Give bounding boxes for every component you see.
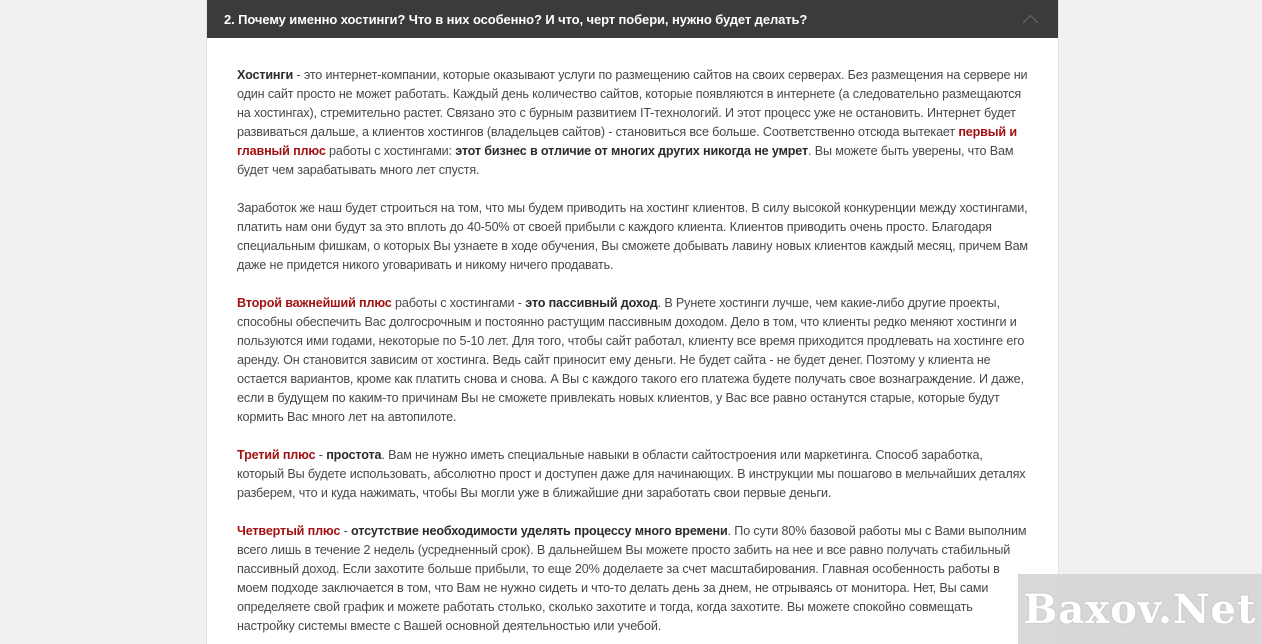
text-span: - это интернет-компании, которые оказывают услуги по размещению сайтов на своих серверах. Без размещения на сервере ни один сайт просто не может работать. Каждый день количество сайтов, которые появляются в интернете (а следовательно размещаются на хостингах), стремительно растет. Связано это с бурным развитием IT-технологий. И этот процесс уже не остановить. Интернет будет развиваться дальше, а клиентов хостингов (владельцев сайтов) - становиться все больше. Соответственно отсюда вытекает (237, 68, 1028, 139)
highlight-text: Второй важнейший плюс (237, 296, 392, 310)
text-span: - (340, 524, 351, 538)
bold-text: это пассивный доход (525, 296, 658, 310)
paragraph (237, 66, 1028, 180)
chevron-up-icon[interactable] (1023, 14, 1039, 30)
bold-text: отсутствие необходимости уделять процессу много времени (350, 524, 728, 538)
text-span: работы с хостингами - (391, 296, 526, 310)
content-panel (206, 0, 1059, 644)
text-span: работы с хостингами: (325, 144, 456, 158)
text-span: Заработок же наш будет строиться на том, что мы будем приводить на хостинг клиентов. В силу высокой конкуренции между хостингами, платить нам они будут за это вплоть до 40-50% от своей прибыли с каждого клиента. Клиентов приводить очень просто. Благодаря специальным фишкам, о которых Вы узнаете в ходе обучения, Вы сможете добывать лавину новых клиентов каждый месяц, причем Вам даже не придется никого уговаривать и никому ничего продавать. (237, 201, 1028, 272)
bold-text: простота (326, 448, 382, 462)
watermark-text: Baxov.Net (1023, 585, 1257, 633)
paragraph (237, 199, 1028, 275)
paragraph (237, 294, 1028, 427)
text-span: . В Рунете хостинги лучше, чем какие-либо другие проекты, способны обеспечить Вас долгосрочным и постоянно растущим пассивным доходом. Дело в том, что клиенты редко меняют хостинги и пользуются ими годами, некоторые по 5-10 лет. Для того, чтобы сайт работал, клиенту все время приходится продлевать на хостинге его аренду. Он становится зависим от хостинга. Ведь сайт приносит ему деньги. Не будет сайта - не будет денег. Поэтому у клиента не остается вариантов, кроме как платить снова и снова. А Вы с каждого такого его платежа будете получать свое вознаграждение. И даже, если в будущем по каким-то причинам Вы не сможете привлекать новых клиентов, у Вас все равно останутся старые, которые будут кормить Вас много лет на автопилоте. (237, 296, 1025, 424)
highlight-text: Третий плюс (237, 448, 316, 462)
text-span: . По сути 80% базовой работы мы с Вами выполним всего лишь в течение 2 недель (усредненный срок). В дальнейшем Вы можете просто забить на нее и все равно получать стабильный пассивный доход. Если захотите больше прибыли, то еще 20% доделаете за счет масштабирования. Главная особенность работы в моем подходе заключается в том, что Вам не нужно сидеть и что-то делать день за днем, не отрываясь от монитора. Нет, Вы сами определяете свой график и можете работать столько, сколько захотите и тогда, когда захотите. Вы можете спокойно совмещать настройку системы вместе с Вашей основной деятельностью или учебой. (237, 524, 1027, 633)
highlight-text: Четвертый плюс (237, 524, 341, 538)
text-span: - (315, 448, 327, 462)
highlight-text: первый и главный плюс (237, 125, 1017, 158)
accordion-title: 2. Почему именно хостинги? Что в них особенно? И что, черт побери, нужно будет делать? (224, 11, 808, 27)
accordion-body (207, 38, 1058, 636)
paragraph (237, 522, 1028, 636)
text-span: . Вам не нужно иметь специальные навыки в области сайтостроения или маркетинга. Способ заработка, который Вы будете использовать, абсолютно прост и доступен даже для начинающих. В инструкции мы пошагово в мельчайших деталях разберем, что и куда нажимать, чтобы Вы могли уже в ближайшие дни заработать свои первые деньги. (237, 448, 1026, 500)
bold-text: Хостинги (237, 68, 294, 82)
text-span: . Вы можете быть уверены, что Вам будет чем зарабатывать много лет спустя. (237, 144, 1014, 177)
bold-text: этот бизнес в отличие от многих других никогда не умрет (455, 144, 808, 158)
accordion-header[interactable] (207, 0, 1058, 38)
watermark-logo (1018, 574, 1262, 644)
paragraph (237, 446, 1028, 503)
